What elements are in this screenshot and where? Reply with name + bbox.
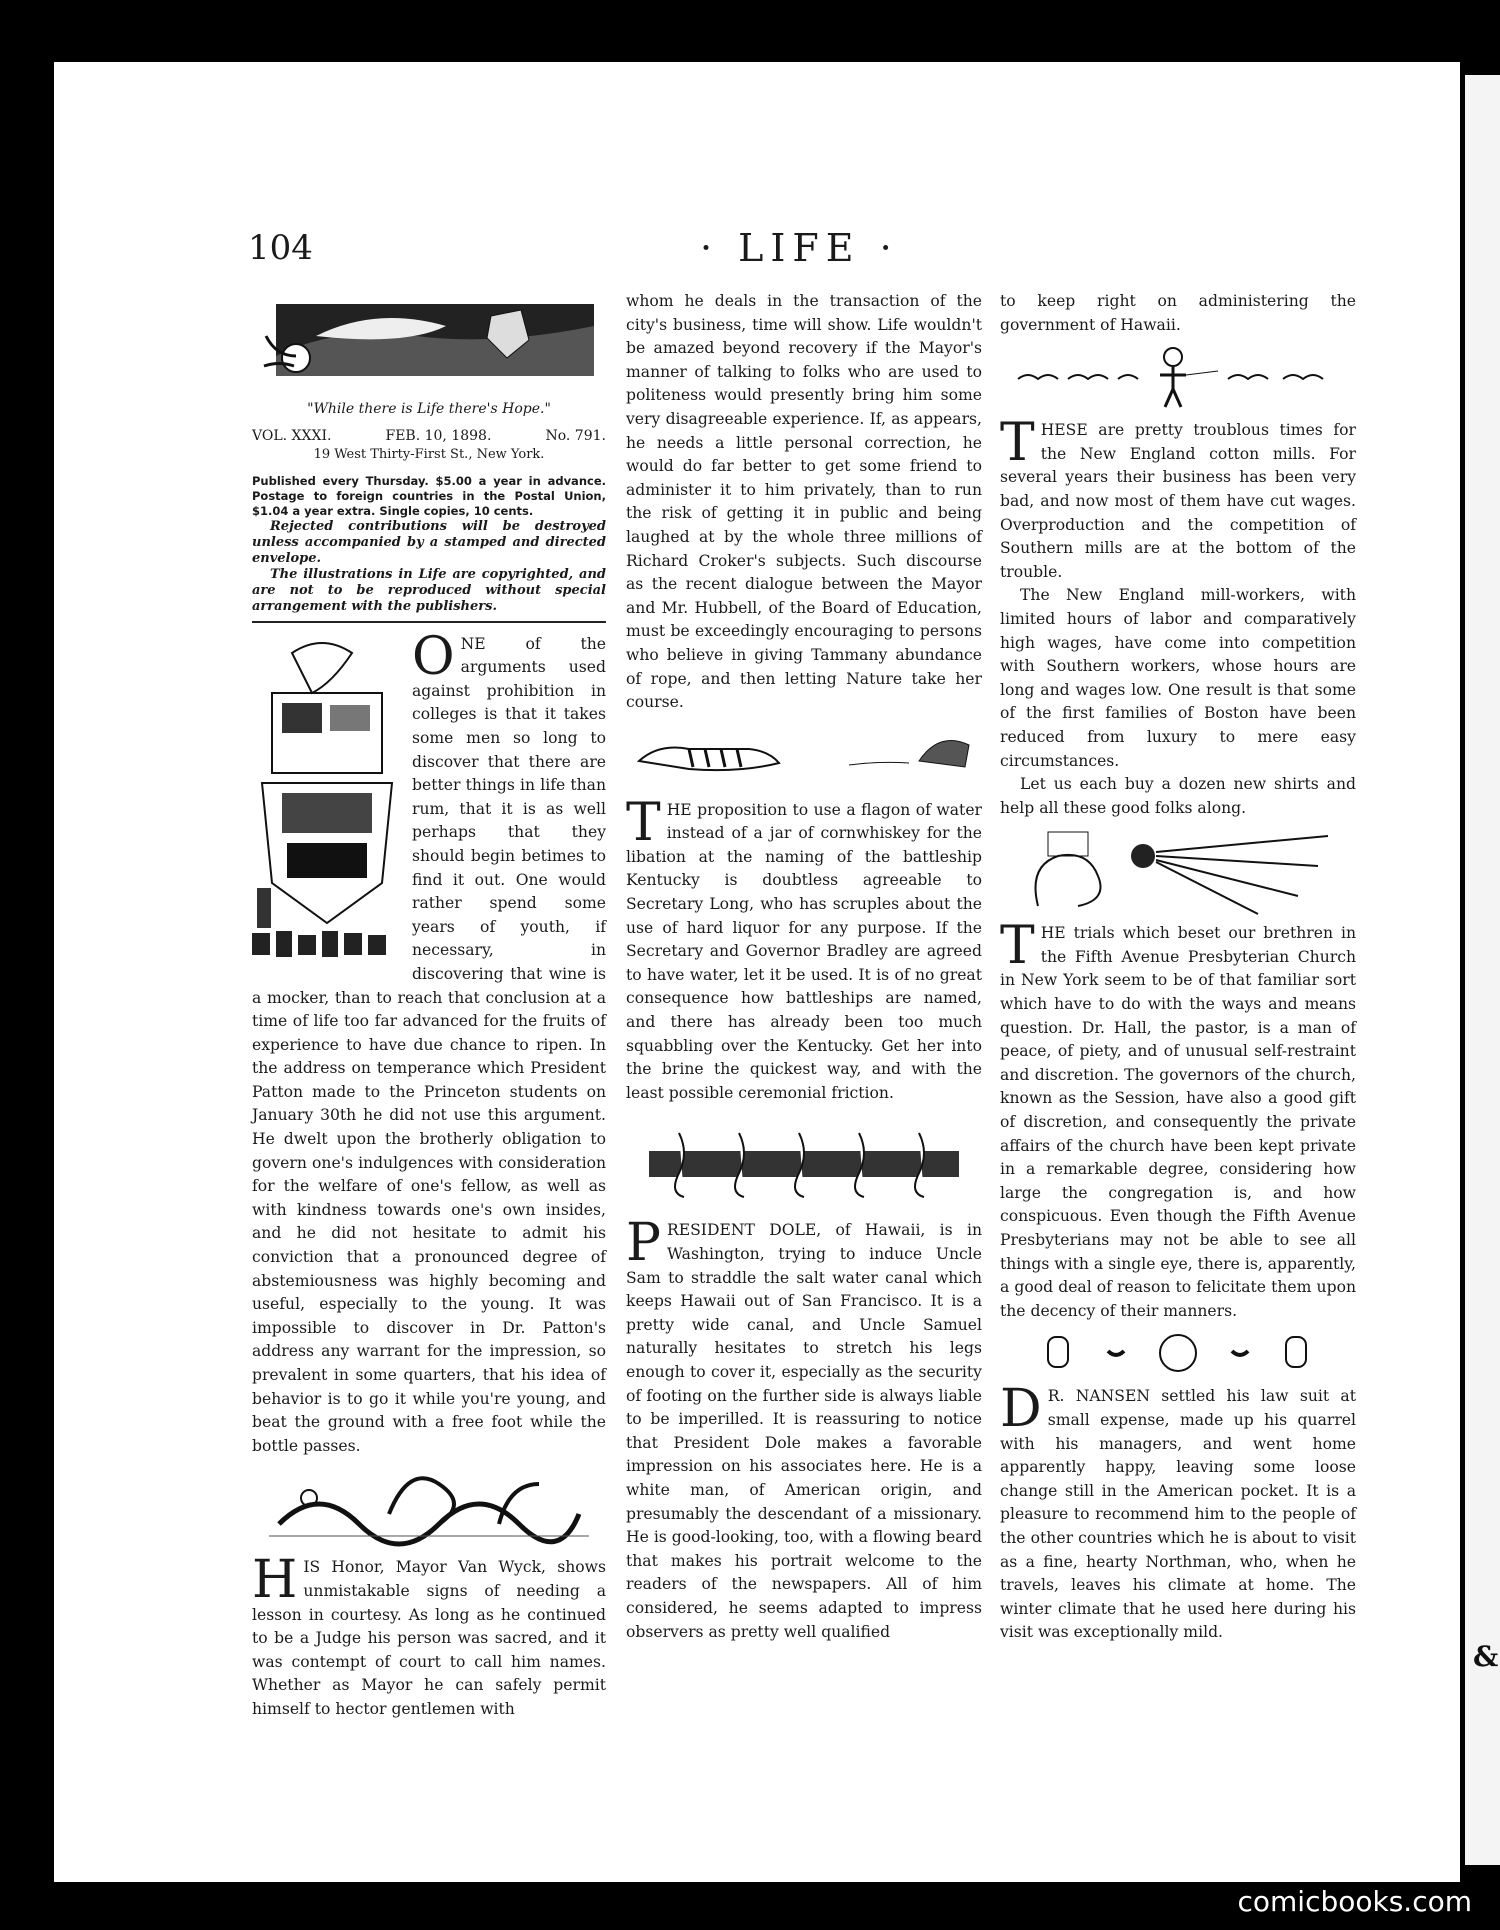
temperance-illustration bbox=[252, 633, 402, 969]
article-text: IS Honor, Mayor Van Wyck, shows unmistakable signs of needing a lesson in courtesy. As long as he continued to be a Judge his person was sacred, and it was contempt of court to call him names. Whether as Mayor he can safely permit himself to hector gentlemen with bbox=[252, 1558, 606, 1718]
column-1 bbox=[252, 290, 606, 1722]
adjacent-page-edge bbox=[1465, 75, 1500, 1865]
sea-serpent-illustration bbox=[269, 1464, 589, 1550]
article-text: HE proposition to use a flagon of water instead of a jar of cornwhiskey for the libation at the naming of the battleship Kentucky is doubtless agreeable to Secretary Long, who has scruples about the use of hard liquor for any purpose. If the Secretary and Governor Bradley are agreed to have water, let it be used. It is of no great consequence how battleships are named, and there has already been too much squabbling over the Kentucky. Get her into the brine the quickest way, and with the least possible ceremonial friction. bbox=[626, 800, 982, 1102]
volume-line bbox=[252, 426, 606, 446]
office-address: 19 West Thirty-First St., New York. bbox=[313, 446, 545, 462]
volume: VOL. XXXI. bbox=[252, 427, 332, 444]
drop-cap: D bbox=[1000, 1379, 1042, 1440]
drop-cap: P bbox=[626, 1213, 661, 1274]
watermark: comicbooks.com bbox=[1237, 1885, 1472, 1918]
searchlight-figure-illustration bbox=[1018, 826, 1338, 916]
article-mayor-continued: whom he deals in the transaction of the city's business, time will show. Life wouldn't be amazed beyond recovery if the Mayor's manner of talking to folks who are used to politeness would presently bring him some very disagreeable experience. If, as appears, he needs a little personal correction, he would do far better to get some friend to administer it to him privately, than to run the risk of getting it in public and being laughed at by the whole three millions of Richard Croker's subjects. Such discourse as the recent dialogue between the Mayor and Mr. Hubbell, of the Board of Education, must be exceedingly encouraging to persons who believe in giving Tammany abundance of rope, and then letting Nature take her course. bbox=[626, 292, 982, 712]
page-number: 104 bbox=[248, 228, 313, 268]
publishing-note: Published every Thursday. $5.00 a year in advance. Postage to foreign countries in the Postal Union, $1.04 a year extra. Single copies, 10 cents. bbox=[252, 473, 606, 518]
article-text: NE of the arguments used against prohibition in colleges is that it takes some men so long to discover that there are better things in life than rum, that it is as well perhaps that they should begin betimes to find it out. One would rather spend some years of youth, if necessary, in discovering that wine is a mocker, than to reach that conclusion at a time of life too far advanced for the fruits of experience to have due chance to ripen. In the address on temperance which President Patton made to the Princeton students on January 30th he did not use this argument. He dwelt upon the brotherly obligation to govern one's indulgences with consideration for the welfare of one's fellow, as well as with kindness towards one's own insides, and he did not hesitate to admit his conviction that a pronounced degree of abstemiousness was highly becoming and useful, especially to the young. It was impossible to discover in Dr. Patton's address any warrant for the impression, so prevalent in some quarters, that his idea of behavior is to go it while you're young, and beat the ground with a free foot while the bottle passes. bbox=[252, 634, 606, 1455]
adjacent-page-glyph: & bbox=[1473, 1640, 1499, 1673]
issue-date: FEB. 10, 1898. bbox=[385, 427, 492, 444]
article-text: HE trials which beset our brethren in the Fifth Avenue Presbyterian Church in New York seem to be of that familiar sort which have to do with the ways and means question. Dr. Hall, the pastor, is a man of peace, of piety, and of unusual self-restraint and discretion. The governors of the church, known as the Session, have also a good gift of discretion, and consequently the private affairs of the church have been kept private in a remarkable degree, considering how large the congregation is, and how conspicuous. Even though the Fifth Avenue Presbyterians may not be able to see all things with a single eye, there is, apparently, a good deal of reason to felicitate them upon the decency of their manners. bbox=[1000, 924, 1356, 1320]
article-kentucky bbox=[626, 792, 982, 1106]
motto: "While there is Life there's Hope." bbox=[307, 401, 551, 417]
masthead-banner-illustration bbox=[256, 296, 602, 392]
issue-number: No. 791. bbox=[545, 427, 606, 444]
notice-rejected: Rejected contributions will be destroyed unless accompanied by a stamped and directed envelope. bbox=[252, 518, 606, 566]
notice-copyright: The illustrations in Life are copyrighted, and are not to be reproduced without special arrangement with the publishers. bbox=[252, 566, 606, 614]
owls-and-moon-ornament bbox=[1028, 1329, 1328, 1379]
serpent-frieze-illustration bbox=[639, 1123, 969, 1201]
article-text: RESIDENT DOLE, of Hawaii, is in Washington, trying to induce Uncle Sam to straddle the salt water canal which keeps Hawaii out of San Francisco. It is a pretty wide canal, and Uncle Samuel naturally hesitates to stretch his legs enough to cover it, especially as the security of footing on the further side is always liable to be imperilled. It is reassuring to notice that President Dole makes a favorable impression on his associates here. He is a white man, of American origin, and presumably the descendant of a missionary. He is good-looking, too, with a flowing beard that makes his portrait welcome to the readers of the newspapers. All of him considered, he seems adapted to impress observers as pretty well qualified bbox=[626, 1221, 982, 1641]
article-nansen bbox=[1000, 1379, 1356, 1645]
drop-cap: T bbox=[1000, 916, 1035, 977]
masthead-title: · LIFE · bbox=[700, 226, 899, 270]
drop-cap: T bbox=[626, 792, 661, 853]
column-2 bbox=[626, 290, 982, 1644]
tiger-and-hat-illustration bbox=[629, 721, 979, 781]
article-mayor bbox=[252, 1550, 606, 1721]
article-cotton-mills bbox=[1000, 413, 1356, 584]
drop-cap: H bbox=[252, 1550, 298, 1611]
figure-with-clouds-illustration bbox=[1008, 343, 1348, 413]
column-3 bbox=[1000, 290, 1356, 1645]
article-dole bbox=[626, 1213, 982, 1644]
article-paragraph: The New England mill-workers, with limited hours of labor and comparatively high wages, have come into competition with Southern workers, whose hours are long and wages low. One result is that some of the first families of Boston have been reduced from luxury to mere easy circumstances. bbox=[1000, 586, 1356, 770]
drop-cap: T bbox=[1000, 413, 1035, 474]
drop-cap: O bbox=[412, 626, 455, 687]
article-text: HESE are pretty troublous times for the New England cotton mills. For several years their business has been very bad, and now most of them have cut wages. Overproduction and the competition of Southern mills are at the bottom of the trouble. bbox=[1000, 421, 1356, 581]
divider bbox=[252, 621, 606, 623]
article-fifth-avenue bbox=[1000, 916, 1356, 1323]
article-dole-continued: to keep right on administering the government of Hawaii. bbox=[1000, 292, 1356, 334]
article-text: R. NANSEN settled his law suit at small expense, made up his quarrel with his managers, and went home apparently happy, leaving some loose change still in the American pocket. It is a pleasure to recommend him to the people of the other countries which he is about to visit as a fine, hearty Northman, who, when he travels, leaves his climate at home. The winter climate that he used here during his visit was exceptionally mild. bbox=[1000, 1387, 1356, 1642]
article-paragraph: Let us each buy a dozen new shirts and help all these good folks along. bbox=[1000, 775, 1356, 817]
